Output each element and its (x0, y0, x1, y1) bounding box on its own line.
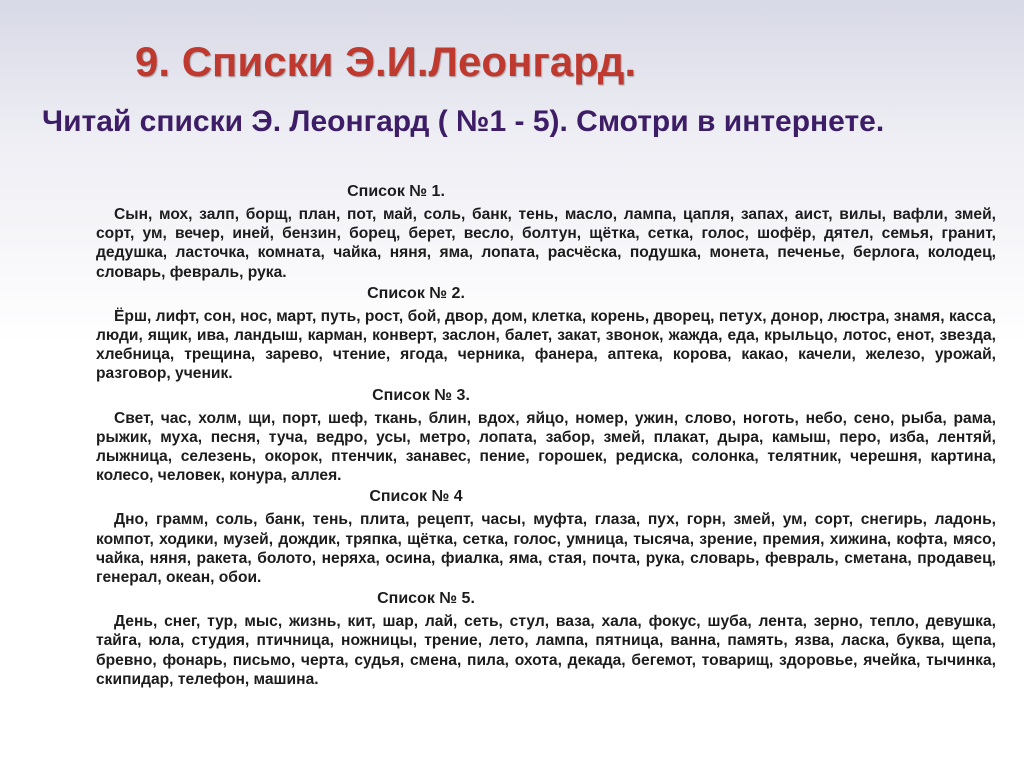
word-lists (96, 182, 996, 689)
list-2 (96, 284, 996, 384)
list-words: Сын, мох, залп, борщ, план, пот, май, соль, банк, тень, масло, лампа, цапля, запах, аист, вилы, вафли, змей, сорт, ум, вечер, иней, бензин, борец, берет, весло, болтун, щётка, сетка, голос, шофёр, дятел, семья, гранит, дедушка, ласточка, комната, чайка, няня, яма, лопата, расчёска, подушка, монета, печенье, берлога, колодец, словарь, февраль, рука. (96, 206, 996, 281)
list-words: День, снег, тур, мыс, жизнь, кит, шар, лай, сеть, стул, ваза, хала, фокус, шуба, лента, зерно, тепло, девушка, тайга, юла, студия, птичница, ножницы, трение, лето, лампа, пятница, ванна, память, язва, ласка, буква, щепа, бревно, фонарь, письмо, черта, судья, смена, пила, охота, декада, бегемот, товарищ, здоровье, ячейка, тычинка, скипидар, телефон, машина. (96, 613, 996, 688)
list-heading: Список № 2. (367, 284, 465, 302)
slide-title: 9. Списки Э.И.Леонгард. (135, 38, 637, 85)
list-heading: Список № 4 (369, 488, 463, 506)
list-heading: Список № 3. (372, 386, 470, 404)
list-4 (96, 487, 996, 587)
list-3 (96, 386, 996, 486)
list-heading: Список № 5. (377, 590, 475, 608)
list-1 (96, 182, 996, 282)
list-words: Ёрш, лифт, сон, нос, март, путь, рост, бой, двор, дом, клетка, корень, дворец, петух, донор, люстра, знамя, касса, люди, ящик, ива, ландыш, карман, конверт, заслон, балет, закат, звонок, жажда, еда, крыльцо, лотос, енот, звезда, хлебница, трещина, зарево, чтение, ягода, черника, фанера, аптека, корова, какао, качели, железо, урожай, разговор, ученик. (96, 307, 996, 383)
slide-subtitle: Читай списки Э. Леонгард ( №1 - 5). Смотри в интернете. (42, 105, 885, 138)
list-5 (96, 589, 996, 689)
list-heading: Список № 1. (347, 183, 445, 200)
list-words: Свет, час, холм, щи, порт, шеф, ткань, блин, вдох, яйцо, номер, ужин, слово, ноготь, небо, сено, рыба, рама, рыжик, муха, песня, туча, ведро, усы, метро, лопата, забор, змей, плакат, дыра, камыш, перо, изба, лентяй, лыжница, селезень, окорок, птенчик, занавес, пение, горошек, редиска, солонка, телятник, черешня, картина, колесо, человек, конура, аллея. (96, 409, 996, 485)
list-words: Дно, грамм, соль, банк, тень, плита, рецепт, часы, муфта, глаза, пух, горн, змей, ум, сорт, снегирь, ладонь, компот, ходики, музей, дождик, тряпка, щётка, сетка, голос, умница, тысяча, зрение, премия, хижина, кофта, мясо, чайка, няня, ракета, болото, неряха, осина, фиалка, яма, стая, почта, рука, словарь, февраль, сметана, продавец, генерал, океан, обои. (96, 511, 996, 587)
